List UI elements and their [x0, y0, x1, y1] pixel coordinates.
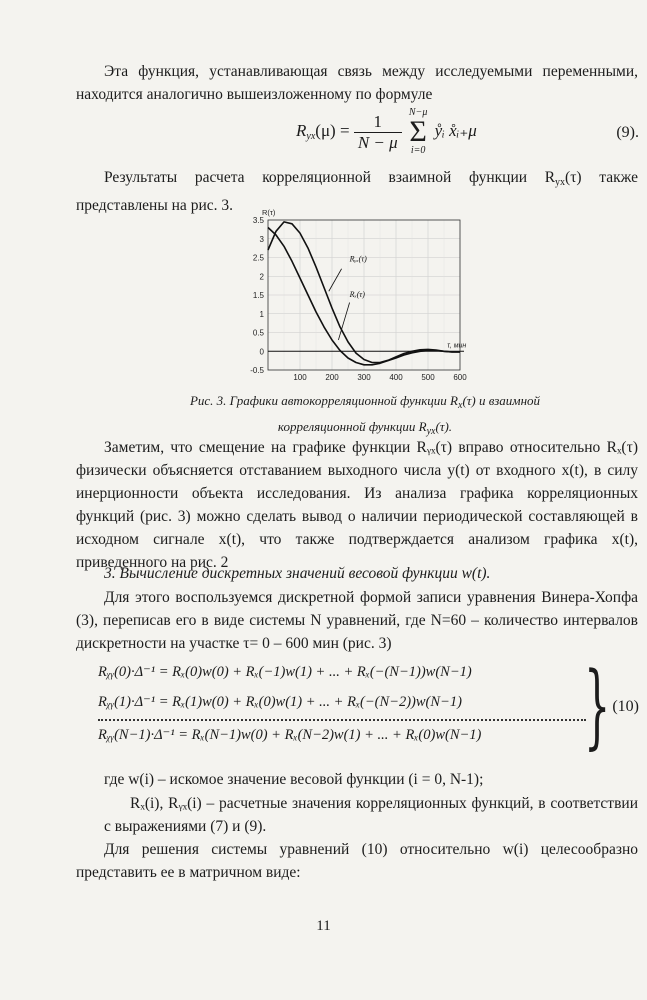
y-tick-label: 2 [259, 272, 264, 282]
x-tick-label: 300 [357, 373, 371, 382]
paragraph-intro: Эта функция, устанавливающая связь между исследуемыми переменными, находится аналогично вышеизложенному по формуле [76, 63, 638, 103]
paragraph-analysis: Заметим, что смещение на графике функции Rᵧₓ(τ) вправо относительно Rₓ(τ) физически объясняется отставанием выходного числа y(t) от входного x(t), в силу инерционности объекта исследования. Из анализа графика корреляционных функций (рис. 3) можно сделать вывод о наличии периодической составляющей в исходном сигнале x(t), что также подтверждается анализом графика x(t), приведенного на рис. 2 [76, 439, 638, 571]
y-tick-label: 1.5 [252, 291, 264, 300]
y-tick-label: -0.5 [250, 366, 264, 375]
where-line-1: где w(i) – искомое значение весовой функции (i = 0, N-1); [104, 771, 484, 788]
x-tick-label: 200 [325, 373, 339, 382]
system-row-3: Rᵪᵧ(N−1)·Δ⁻¹ = Rₓ(N−1)w(0) + Rₓ(N−2)w(1) + ... + Rₓ(0)w(N−1) [98, 727, 482, 743]
eq9-lhs-arg: (μ) = [315, 120, 350, 140]
caption-line-2-sub: yx [426, 426, 436, 437]
eq9-lhs: R [296, 120, 307, 140]
equation-9-label: (9). [616, 124, 639, 141]
caption-line-1-tail: (τ) и взаимной [462, 393, 541, 408]
caption-line-1-sub: x [457, 400, 463, 411]
caption-line-1-text: Рис. 3. Графики автокорреляционной функции R [189, 393, 458, 408]
eq9-lhs-sub: yx [306, 130, 316, 142]
x-tick-label: 100 [293, 373, 307, 382]
section-heading-3: 3. Вычисление дискретных значений весовой функции w(t). [104, 565, 491, 582]
eq9-sum-top: N−μ [408, 107, 428, 118]
x-axis-label: τ, мин [447, 342, 467, 350]
system-brace: } [584, 652, 611, 759]
y-tick-label: 0 [259, 347, 264, 357]
equation-9 [296, 108, 477, 156]
caption-line-2-tail: (τ). [435, 419, 453, 434]
y-tick-label: 3.5 [252, 216, 264, 225]
eq9-denominator: N − μ [357, 132, 398, 152]
page-number: 11 [316, 918, 331, 934]
para2-sub: yx [555, 177, 566, 188]
x-tick-label: 400 [389, 373, 403, 382]
y-axis-label: R(τ) [262, 208, 276, 217]
correlation-chart [232, 204, 472, 384]
y-tick-label: 0.5 [252, 328, 264, 338]
paragraph-matrix: Для решения системы уравнений (10) относительно w(i) целесообразно представить ее в матричном виде: [76, 841, 638, 881]
paragraph-wiener-hopf: Для этого воспользуемся дискретной формой записи уравнения Винера-Хопфа (3), переписав его в виде системы N уравнений, где N=60 – количество интервалов дискретности на участке τ= 0 – 600 мин (рис. 3) [76, 589, 638, 652]
system-label: (10) [612, 698, 639, 715]
eq9-sum: N−μ Σ i=0 [408, 107, 428, 156]
caption-line-1 [140, 390, 590, 416]
y-tick-label: 3 [259, 234, 264, 244]
para2-text: Результаты расчета корреляционной взаимной функции R [104, 169, 556, 186]
y-tick-label: 2.5 [252, 253, 264, 263]
eq9-fraction [354, 112, 402, 153]
x-tick-label: 500 [421, 373, 435, 382]
system-dots [98, 719, 586, 721]
eq9-term: ẙᵢ x̊ᵢ₊μ [434, 120, 477, 140]
figure-caption [140, 390, 590, 442]
where-line-2: Rₓ(i), Rᵧₓ(i) – расчетные значения корреляционных функций, в соответствии с выражениями (7) и (9). [104, 795, 638, 835]
series-label: Rᵧₓ(τ) [349, 254, 367, 264]
system-row-2: Rᵪᵧ(1)·Δ⁻¹ = Rₓ(1)w(0) + Rₓ(0)w(1) + ... + Rₓ(−(N−2))w(N−1) [98, 694, 462, 710]
eq9-numerator: 1 [354, 112, 402, 133]
series-label-leader [329, 269, 342, 292]
system-row-1: Rᵪᵧ(0)·Δ⁻¹ = Rₓ(0)w(0) + Rₓ(−1)w(1) + ... + Rₓ(−(N−1))w(N−1) [98, 664, 472, 680]
eq9-sum-bottom: i=0 [410, 145, 426, 156]
y-tick-label: 1 [259, 309, 264, 319]
para2-tail: (τ) также представлены на рис. 3. [76, 169, 638, 214]
series-label: Rₓ(τ) [349, 289, 365, 299]
caption-line-2-text: корреляционной функции R [277, 419, 427, 434]
x-tick-label: 600 [453, 373, 467, 382]
